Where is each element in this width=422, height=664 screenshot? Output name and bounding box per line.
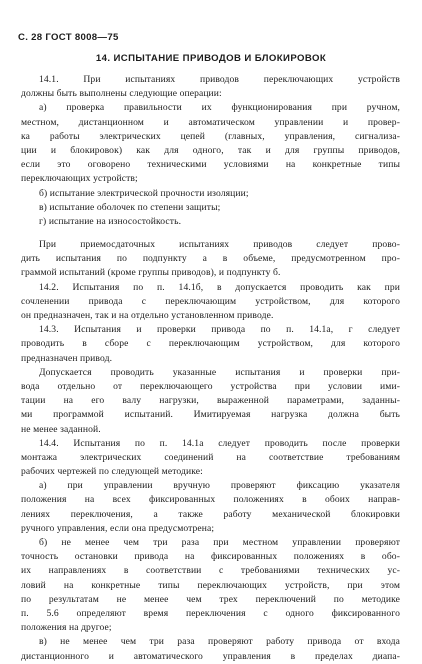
text-line: ми программой испытаний. Имитируемая нагрузка должна быть [21, 409, 400, 421]
text-line: положения на другое; [21, 622, 112, 634]
text-line: При приемосдаточных испытаниях приводов следует прово- [39, 239, 400, 251]
text-line: лениях переключения, а также работу механической блокировки [21, 508, 400, 520]
text-line: ловий на конкретные типы переключающих устройств, при этом [21, 579, 400, 591]
text-line: ции и блокировок) как для одного, так и для группы приводов, [21, 144, 400, 156]
text-line: тации на его валу нагрузки, выраженной параметрами, заданны- [21, 395, 400, 407]
text-line: их направлениях в соответствии с требованиями технических ус- [21, 565, 400, 577]
text-line: он предназначен, так и на отдельно установленном приводе. [21, 310, 274, 321]
paragraph-gap [21, 229, 400, 238]
page-header: С. 28 ГОСТ 8008—75 [18, 32, 119, 43]
text-line: если это оговорено техническими условиями на конкретные типы [21, 159, 400, 171]
text-line: монтажа электрических соединений на соответствие требованиям [21, 451, 400, 463]
text-line: граммой испытаний (кроме группы приводов), и подпункту б. [21, 267, 281, 279]
text-line: дистанционного и автоматического управления в пределах диапа- [21, 650, 400, 662]
text-line: ручного управления, если она предусмотрена; [21, 522, 215, 534]
text-line: 14.1. При испытаниях приводов переключающих устройств [39, 74, 400, 85]
text-line: в) испытание оболочек по степени защиты; [39, 201, 221, 213]
text-line: 14.4. Испытания по п. 14.1а следует проводить после проверки [39, 437, 400, 449]
text-line: а) при управлении вручную проверяют фиксацию указателя [39, 480, 400, 492]
text-line: в) не менее чем три раза проверяют работу привода от входа [39, 636, 400, 648]
text-line: а) проверка правильности их функционирования при ручном, [39, 102, 400, 114]
text-line: должны быть выполнены следующие операции: [21, 88, 222, 100]
text-line: сочленении привода с переключающим устройством, для которого [21, 295, 400, 307]
text-line: п. 5.6 определяют время переключения с одного фиксированного [21, 607, 400, 619]
text-line: 14.2. Испытания по п. 14.1б, в допускается проводить как при [39, 281, 400, 293]
text-line: ка работы электрических цепей (главных, управления, сигнализа- [21, 130, 400, 142]
text-line: не менее заданной. [21, 423, 101, 435]
text-line: рабочих чертежей по следующей методике: [21, 466, 203, 478]
text-line: г) испытание на износостойкость. [39, 215, 182, 227]
text-line: положения на всех фиксированных положениях в обоих направ- [21, 494, 400, 506]
section-title: 14. ИСПЫТАНИЕ ПРИВОДОВ И БЛОКИРОВОК [95, 53, 327, 64]
text-line: предназначен привод. [21, 352, 113, 364]
text-line: вода отдельно от переключающего устройства при условии ими- [21, 380, 400, 392]
text-line: точность остановки привода на фиксированных положениях в обо- [21, 551, 400, 563]
text-line: местном, дистанционном и автоматическом управлении и провер- [21, 116, 400, 128]
text-line: б) испытание электрической прочности изоляции; [39, 187, 249, 199]
text-line: Допускается проводить указанные испытания и проверки при- [39, 366, 400, 378]
text-line: 14.3. Испытания и проверки привода по п. 14.1а, г следует [39, 324, 400, 336]
text-line: б) не менее чем три раза при местном управлении проверяют [39, 537, 400, 548]
text-line: переключающих устройств; [21, 173, 138, 185]
text-line: по результатам не менее чем трех переключений по методике [21, 593, 400, 605]
text-line: проводить в сборе с переключающим устройством, для которого [21, 338, 400, 350]
text-line: дить испытания по подпункту а в объеме, предусмотренном про- [21, 253, 400, 265]
document-body [21, 73, 400, 664]
